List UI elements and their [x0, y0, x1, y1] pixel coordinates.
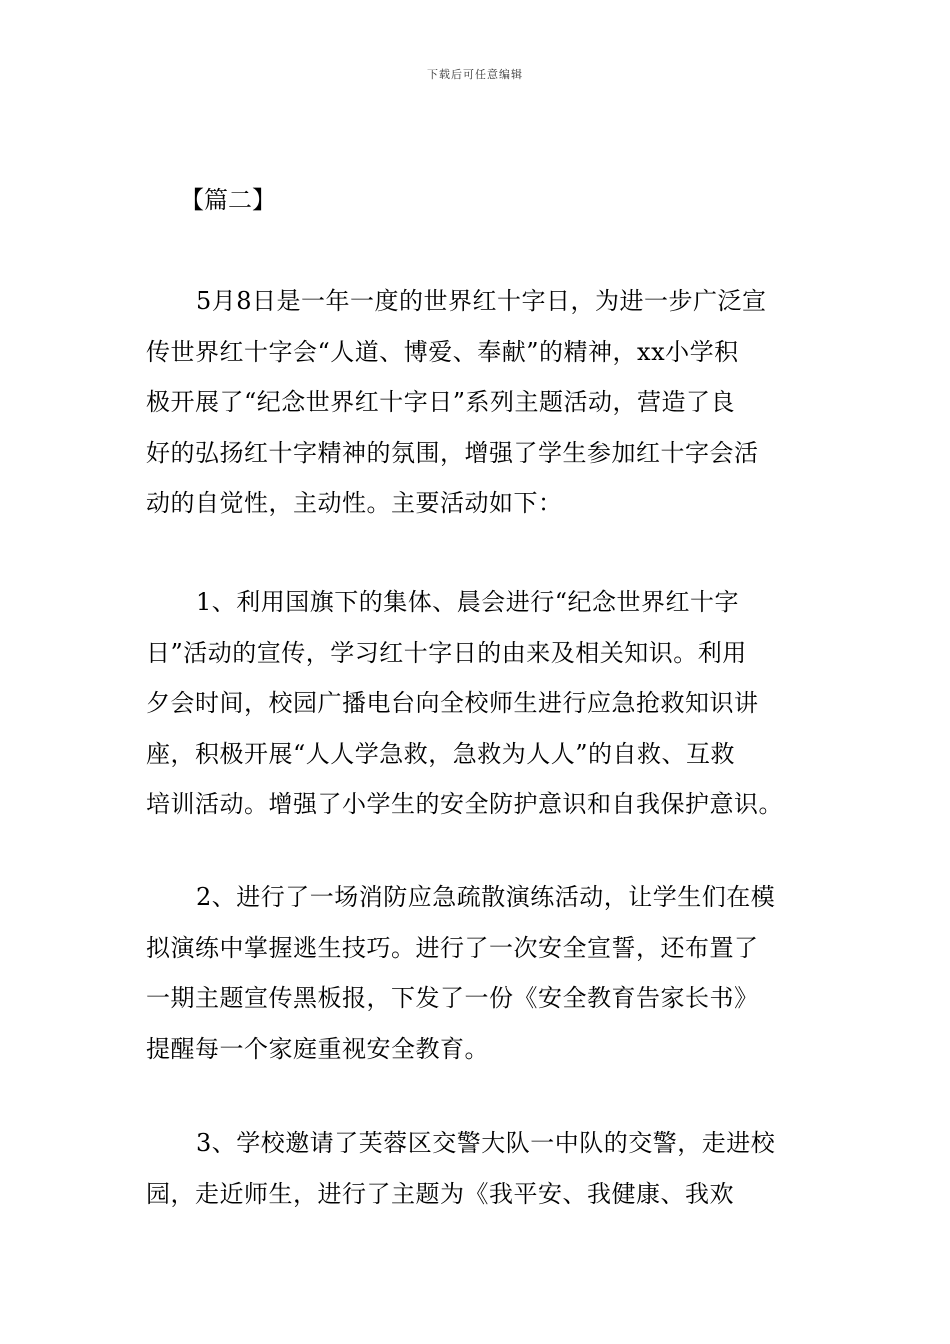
- paragraph-item-2: [146, 872, 810, 1074]
- paragraph-line: 日”活动的宣传，学习红十字日的由来及相关知识。利用: [146, 638, 747, 667]
- paragraph-line: 培训活动。增强了小学生的安全防护意识和自我保护意识。: [146, 790, 783, 818]
- paragraph-item-1: [146, 577, 810, 830]
- paragraph-line: 3、学校邀请了芙蓉区交警大队一中队的交警，走进校: [196, 1129, 776, 1157]
- paragraph-line: 座，积极开展“人人学急救，急救为人人”的自救、互救: [146, 739, 736, 768]
- paragraph-line: 动的自觉性，主动性。主要活动如下：: [146, 489, 563, 517]
- paragraph-line: 5月8日是一年一度的世界红十字日，为进一步广泛宣: [196, 287, 767, 315]
- paragraph-line: 拟演练中掌握逃生技巧。进行了一次安全宣誓，还布置了: [146, 933, 759, 962]
- paragraph-line: 园，走近师生，进行了主题为《我平安、我健康、我欢: [146, 1179, 734, 1208]
- paragraph-item-3: [146, 1118, 810, 1219]
- paragraph-intro: [146, 276, 810, 529]
- paragraph-line: 提醒每一个家庭重视安全教育。: [146, 1034, 489, 1063]
- paragraph-line: 一期主题宣传黑板报，下发了一份《安全教育告家长书》: [146, 984, 759, 1012]
- header-note: 下载后可任意编辑: [427, 68, 523, 81]
- paragraph-line: 好的弘扬红十字精神的氛围，增强了学生参加红十字会活: [146, 438, 759, 467]
- paragraph-line: 极开展了“纪念世界红十字日”系列主题活动，营造了良: [146, 388, 736, 416]
- paragraph-line: 2、进行了一场消防应急疏散演练活动，让学生们在模: [196, 883, 776, 911]
- paragraph-line: 夕会时间，校园广播电台向全校师生进行应急抢救知识讲: [146, 689, 759, 717]
- paragraph-line: 传世界红十字会“人道、博爱、奉献”的精神，xx小学积: [146, 337, 739, 366]
- paragraph-line: 1、利用国旗下的集体、晨会进行“纪念世界红十字: [196, 588, 740, 616]
- section-title: 【篇二】: [180, 186, 276, 214]
